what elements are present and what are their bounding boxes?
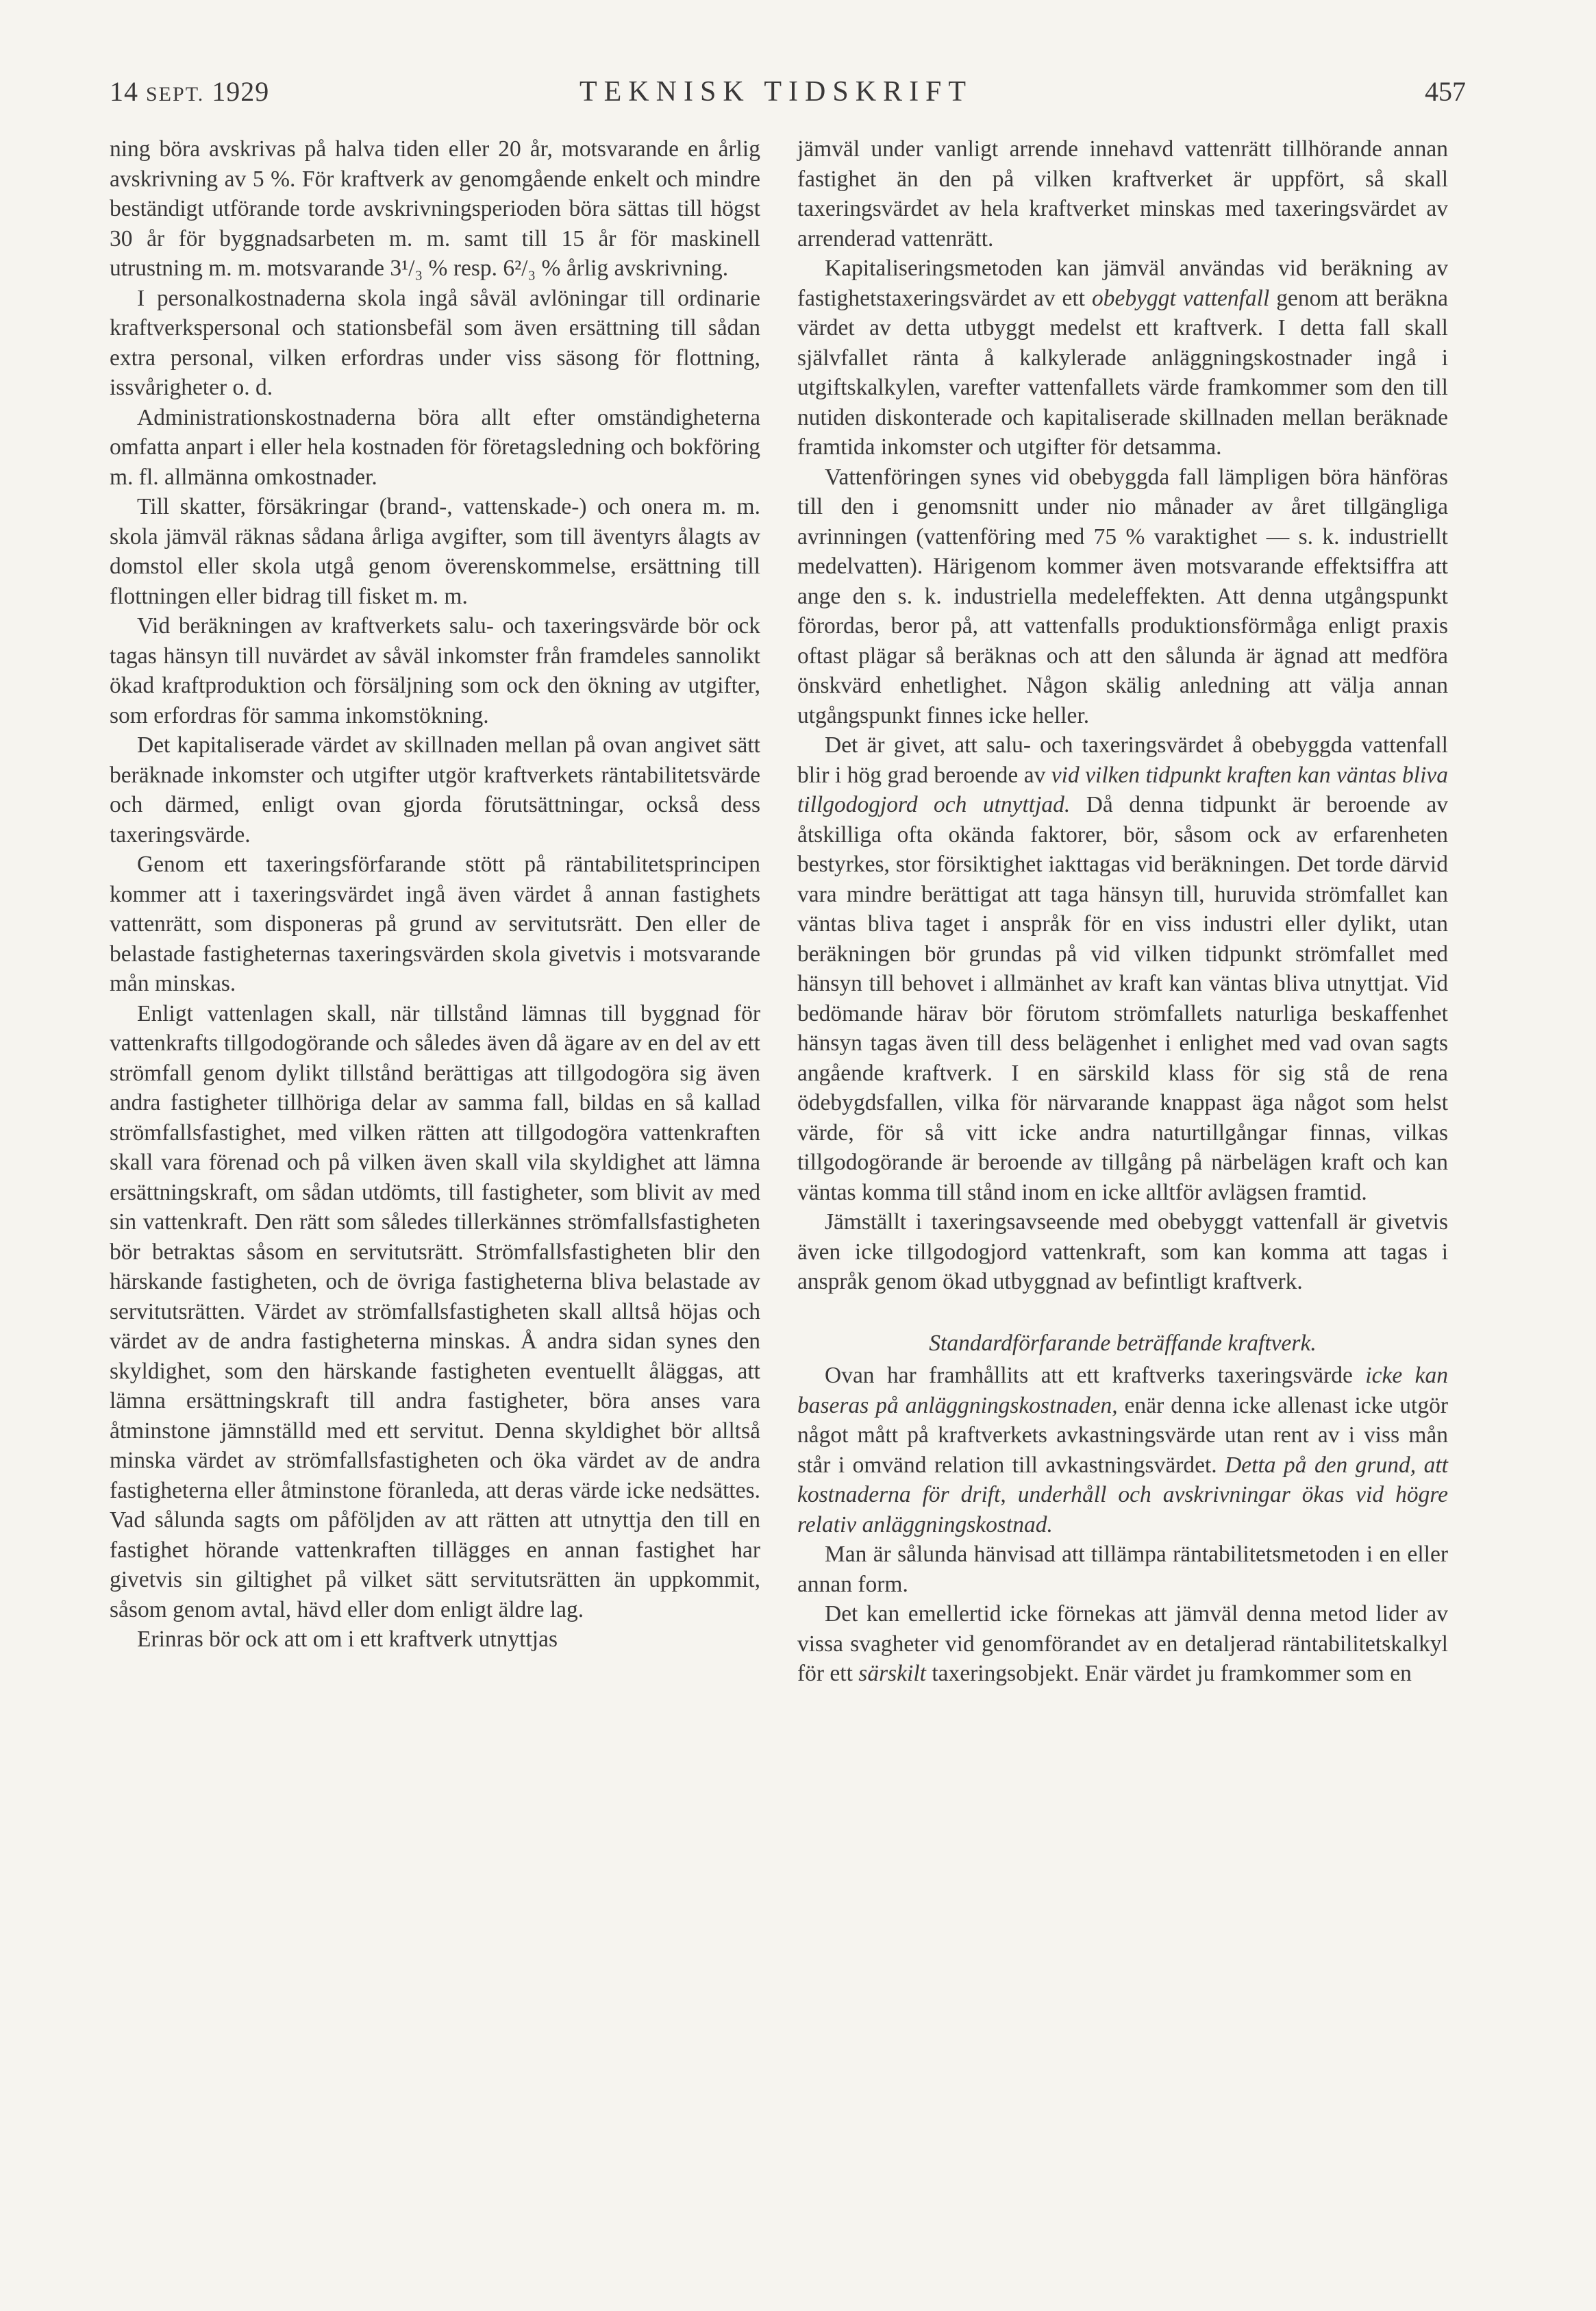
paragraph: Administrationskostnaderna böra allt efter omständigheterna omfatta anpart i eller hela kostnaden för företagsledning och bokföring m. fl. allmänna omkostnader. [110, 404, 760, 490]
issue-date: 14 SEPT. 1929 [110, 76, 270, 107]
paragraph: Det är givet, att salu- och taxeringsvärdet å obebyggda vattenfall blir i hög grad beroende av vid vilken tidpunkt kraften kan väntas bliva tillgodogjord och utnyttjad. Då denna tidpunkt är beroende av åtskilliga ofta okända faktorer, bör, såsom ock av erfarenheten bestyrkes, stor försiktighet iakttagas vid beräkningen. Det torde därvid vara mindre berättigat att taga hänsyn till, huruvida strömfallet kan väntas bliva taget i anspråk för en viss industri eller dylikt, utan beräkningen bör grundas på vid vilken tidpunkt strömfallet med hänsyn till behovet i allmänhet av kraft kan väntas bliva utnyttjat. Vid bedömande härav bör förutom strömfallets naturliga beskaffenhet hänsyn tagas även till dess belägenhet i enlighet med vad ovan sagts angående kraftverk. I en särskild klass för sig stå de rena ödebygdsfallen, vilka för närvarande knappast äga något som helst värde, för så vitt icke andra naturtillgångar finnas, vilkas tillgodogörande är beroende av tillgång på närbelägen kraft och kan väntas komma till stånd inom en icke alltför avlägsen framtid. [797, 732, 1448, 1205]
journal-title: TEKNISK TIDSKRIFT [579, 76, 973, 108]
paragraph: I personalkostnaderna skola ingå såväl avlöningar till ordinarie kraftverkspersonal och stationsbefäl som även ersättning till sådan extra personal, vilken erfordras under viss säsong för flottning, issvårigheter o. d. [110, 285, 760, 400]
emphasis: obebyggt vattenfall [1091, 285, 1270, 311]
paragraph: jämväl under vanligt arrende innehavd vattenrätt tillhörande annan fastighet än den på vilken kraftverket är uppfört, så skall taxeringsvärdet av hela kraftverket minskas med taxeringsvärdet av arrenderad vattenrätt. [797, 136, 1448, 251]
page-number: 457 [1425, 76, 1466, 107]
right-column [797, 134, 1448, 1689]
paragraph: ning böra avskrivas på halva tiden eller 20 år, motsvarande en årlig avskrivning av 5 %. För kraftverk av genomgående enkelt och mindre beständigt utförande torde avskrivningsperioden böra sättas till högst 30 år för byggnadsarbeten m. m. samt till 15 år för maskinell utrustning m. m. motsvarande 3¹/₃ % resp. 6²/₃ % årlig avskrivning. [110, 136, 760, 281]
paragraph: Genom ett taxeringsförfarande stött på räntabilitetsprincipen kommer att i taxeringsvärdet ingå även värdet å annan fastighets vattenrätt, som disponeras på grund av servitutsrätt. Den eller de belastade fastigheternas taxeringsvärden skola givetvis i motsvarande mån minskas. [110, 852, 760, 996]
emphasis: icke kan baseras på anläggningskostnaden, [797, 1363, 1448, 1418]
paragraph: Jämställt i taxeringsavseende med obebyggt vattenfall är givetvis även icke tillgodogjord vattenkraft, som kan komma att tagas i anspråk genom ökad utbyggnad av befintligt kraftverk. [797, 1209, 1448, 1294]
paragraph: Det kan emellertid icke förnekas att jämväl denna metod lider av vissa svagheter vid genomförandet av en detaljerad räntabilitetskalkyl för ett särskilt taxeringsobjekt. Enär värdet ju framkommer som en [797, 1601, 1448, 1686]
emphasis: vid vilken tidpunkt kraften kan väntas bliva tillgodogjord och utnyttjad. [797, 762, 1448, 817]
emphasis: särskilt [858, 1661, 926, 1686]
emphasis: Detta på den grund, att kostnaderna för drift, underhåll och avskrivningar ökas vid högre relativ anläggningskostnad. [797, 1452, 1448, 1537]
paragraph: Enligt vattenlagen skall, när tillstånd lämnas till byggnad för vattenkrafts tillgodogörande och således även då ägare av en del av ett strömfall genom dylikt tillstånd berättigas att tillgodogöra sig även andra fastigheter tillhöriga delar av samma fall, bildas en så kallad strömfallsfastighet, med vilken rätten att tillgodogöra vattenkraften skall vara förenad och på vilken även skall vila skyldighet att lämna ersättningskraft, om sådan utdömts, till fastigheter, som blivit av med sin vattenkraft. Den rätt som således tillerkännes strömfallsfastigheten bör betraktas såsom en servitutsrätt. Strömfallsfastigheten blir den härskande fastigheten, och de övriga fastigheterna bliva belastade av servitutsrätten. Värdet av strömfallsfastigheten skall alltså höjas och värdet av de andra fastigheterna minskas. Å andra sidan synes den skyldighet, som den härskande fastigheten eventuellt åläggas, att lämna ersättningskraft till andra fastigheter, böra anses vara åtminstone jämnställd med ett servitut. Denna skyldighet bör alltså minska värdet av strömfallsfastigheten och öka värdet av de andra fastigheterna eller åtminstone föranleda, att deras värde icke nedsättes. Vad sålunda sagts om påföljden av att rätten att utnyttja den till en fastighet hörande vattenkraften tillägges en annan fastighet har givetvis sin giltighet på vilket sätt servitutsrätten än uppkommit, såsom genom avtal, hävd eller dom enligt äldre lag. [110, 1000, 760, 1622]
section-heading: Standardförfarande beträffande kraftverk. [929, 1330, 1317, 1356]
paragraph: Det kapitaliserade värdet av skillnaden mellan på ovan angivet sätt beräknade inkomster och utgifter utgör kraftverkets räntabilitetsvärde och därmed, enligt ovan gjorda förutsättningar, också dess taxeringsvärde. [110, 732, 760, 848]
paragraph: Till skatter, försäkringar (brand-, vattenskade-) och onera m. m. skola jämväl räknas sådana årliga avgifter, som till äventyrs ålagts av domstol eller skola utgå genom överenskommelse, ersättning till flottningen eller bidrag till fisket m. m. [110, 494, 760, 609]
left-column [110, 134, 760, 1655]
paragraph: Vid beräkningen av kraftverkets salu- och taxeringsvärde bör ock tagas hänsyn till nuvärdet av såväl inkomster från framdeles sannolikt ökad kraftproduktion och försäljning som ock den ökning av utgifter, som erfordras för samma inkomstökning. [110, 613, 760, 728]
paragraph: Man är sålunda hänvisad att tillämpa räntabilitetsmetoden i en eller annan form. [797, 1542, 1448, 1597]
paragraph: Kapitaliseringsmetoden kan jämväl användas vid beräkning av fastighetstaxeringsvärdet av ett obebyggt vattenfall genom att beräkna värdet av detta utbyggt medelst ett kraftverk. I detta fall skall självfallet ränta å kalkylerade anläggningskostnader ingå i utgiftskalkylen, varefter vattenfallets värde framkommer som den till nutiden diskonterade och kapitaliserade skillnaden mellan beräknade framtida inkomster och utgifter för detsamma. [797, 256, 1448, 460]
running-header [110, 71, 1466, 112]
paragraph: Vattenföringen synes vid obebyggda fall lämpligen böra hänföras till den i genomsnitt under nio månader av året tillgängliga avrinningen (vattenföring med 75 % varaktighet — s. k. industriellt medelvatten). Härigenom kommer även motsvarande effektsiffra att ange den s. k. industriella medeleffekten. Att denna utgångspunkt förordas, beror på, att vattenfalls produktionsförmåga enligt praxis oftast plägar så beräknas och att den sålunda är ägnad att medföra önskvärd enhetlighet. Någon skälig anledning att välja annan utgångspunkt finnes icke heller. [797, 464, 1448, 728]
paragraph: Erinras bör ock att om i ett kraftverk utnyttjas [137, 1627, 558, 1652]
paragraph: Ovan har framhållits att ett kraftverks taxeringsvärde icke kan baseras på anläggningskostnaden, enär denna icke allenast icke utgör något mått på kraftverkets avkastningsvärde utan rent av i viss mån står i omvänd relation till avkastningsvärdet. Detta på den grund, att kostnaderna för drift, underhåll och avskrivningar ökas vid högre relativ anläggningskostnad. [797, 1363, 1448, 1537]
